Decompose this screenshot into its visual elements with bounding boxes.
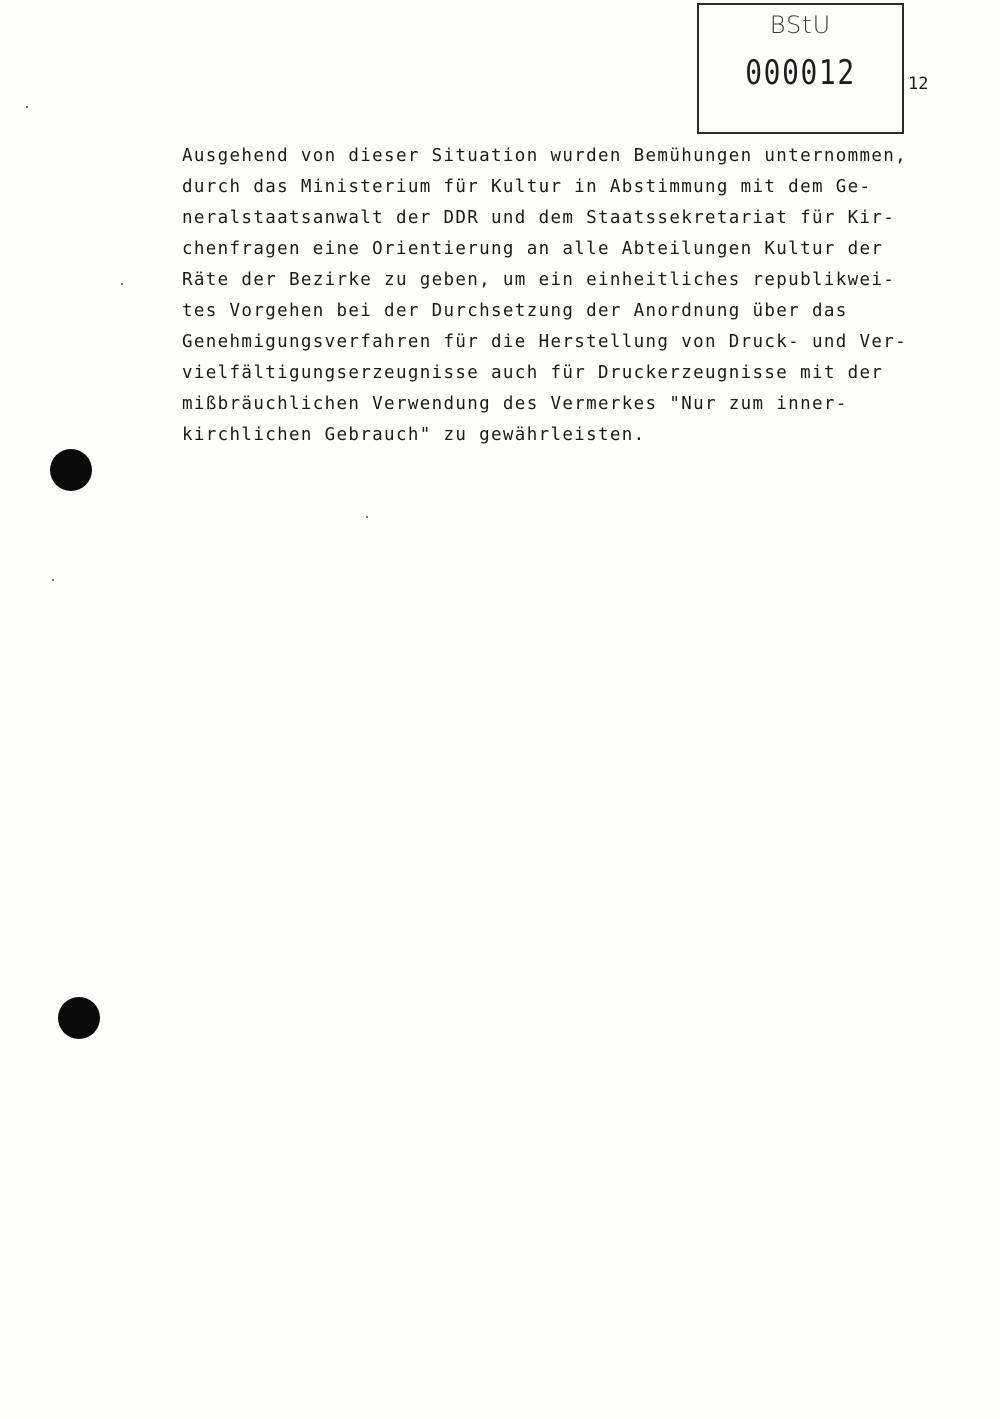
text-line: neralstaatsanwalt der DDR und dem Staatssekretariat für Kir-: [182, 208, 896, 228]
archive-stamp: [697, 3, 904, 134]
paper-speck: [366, 516, 368, 518]
stamp-organization: BStU: [769, 11, 832, 39]
text-line: Genehmigungsverfahren für die Herstellung von Druck- und Ver-: [182, 332, 908, 352]
paper-speck: [26, 106, 28, 108]
text-line: vielfältigungserzeugnisse auch für Druckerzeugnisse mit der: [182, 363, 884, 383]
text-line: kirchlichen Gebrauch" zu gewährleisten.: [182, 425, 646, 445]
body-paragraph: [182, 141, 962, 451]
page-number: 12: [908, 74, 929, 94]
paper-speck: [121, 283, 123, 285]
text-line: mißbräuchlichen Verwendung des Vermerkes "Nur zum inner-: [182, 394, 848, 414]
punch-hole-bottom: [58, 997, 100, 1039]
text-line: Räte der Bezirke zu geben, um ein einheitliches republikwei-: [182, 270, 896, 290]
text-line: chenfragen eine Orientierung an alle Abteilungen Kultur der: [182, 239, 884, 259]
punch-hole-top: [50, 449, 92, 491]
text-line: Ausgehend von dieser Situation wurden Bemühungen unternommen,: [182, 146, 908, 166]
stamp-number: 000012: [745, 53, 856, 93]
text-line: durch das Ministerium für Kultur in Abstimmung mit dem Ge-: [182, 177, 872, 197]
text-line: tes Vorgehen bei der Durchsetzung der Anordnung über das: [182, 301, 848, 321]
paper-speck: [52, 579, 54, 581]
